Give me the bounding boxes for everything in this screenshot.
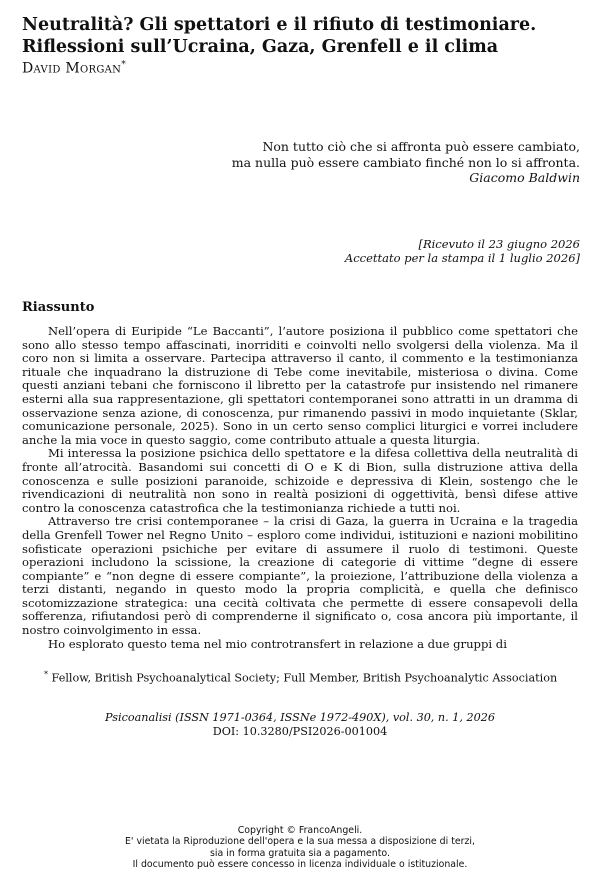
abstract-paragraph-1: Nell’opera di Euripide “Le Baccanti”, l’autore posiziona il pubblico come spettatori che sono allo stesso tempo affascinati, inorriditi e coinvolti nello svolgersi della violenza. Ma il coro non si limita a osservare. Partecipa attraverso il canto, il commento e la testimonianza rituale che inquadrano la distruzione di Tebe come inevitabile, misteriosa o divina. Come questi anziani tebani che forniscono il libretto per la catastrofe pur insistendo nel rimanere esterni alla sua rappresentazione, gli spettatori contemporanei sono attratti in un dramma di osservazione senza azione, di conoscenza, pur rimanendo passivi in modo inquietante (Sklar, comunicazione personale, 2025). Sono in un certo senso complici liturgici e vorrei includere anche la mia voce in questo saggio, come contributo attuale a questa liturgia.: [22, 324, 578, 447]
journal-doi: DOI: 10.3280/PSI2026-001004: [212, 724, 388, 738]
epigraph: [160, 139, 580, 186]
footnote-text: Fellow, British Psychoanalytical Society; Full Member, British Psychoanalytic Association: [48, 671, 558, 685]
journal-info: [0, 711, 600, 738]
title-line-1: Neutralità? Gli spettatori e il rifiuto di testimoniare.: [22, 15, 537, 35]
article-title: [22, 14, 582, 58]
accepted-date: Accettato per la stampa il 1 luglio 2026]: [344, 251, 580, 265]
copyright-line-1: Copyright © FrancoAngeli.: [237, 825, 363, 836]
submission-dates: [160, 237, 580, 265]
copyright-line-4: Il documento può essere concesso in licenza individuale o istituzionale.: [132, 859, 468, 871]
abstract-paragraph-4: Ho esplorato questo tema nel mio controtransfert in relazione a due gruppi di: [48, 636, 507, 651]
abstract-body: [22, 325, 578, 651]
epigraph-attribution: Giacomo Baldwin: [469, 170, 580, 185]
title-line-2: Riflessioni sull’Ucraina, Gaza, Grenfell e il clima: [22, 37, 499, 57]
journal-citation: Psicoanalisi (ISSN 1971-0364, ISSNe 1972-490X), vol. 30, n. 1, 2026: [105, 711, 495, 724]
copyright-line-2: E' vietata la Riproduzione dell'opera e la sua messa a disposizione di terzi,: [124, 836, 476, 848]
author-footnote-mark: *: [121, 60, 127, 70]
author-name: David Morgan: [22, 60, 122, 77]
abstract-paragraph-3: Attraverso tre crisi contemporanee – la crisi di Gaza, la guerra in Ucraina e la tragedia della Grenfell Tower nel Regno Unito – esploro come individui, istituzioni e nazioni mobilitino sofisticate operazioni psichiche per evitare di assumere il ruolo di testimoni. Queste operazioni includono la scissione, la creazione di categorie di vittime “degne di essere compiante” e “non degne di essere compiante”, la proiezione, l’attribuzione della violenza a terzi distanti, negando in questo modo la propria complicità, e quella che definisco scotomizzazione strategica: una cecità coltivata che permette di essere consapevoli della sofferenza, rifiutandosi però di comprenderne il significato o, cosa ancora più importante, il nostro coinvolgimento in essa.: [22, 514, 578, 638]
abstract-heading: Riassunto: [22, 300, 95, 315]
footnote: [22, 668, 578, 685]
abstract-paragraph-2: Mi interessa la posizione psichica dello spettatore e la difesa collettiva della neutralità di fronte all’atrocità. Basandomi sui concetti di O e K di Bion, sulla distruzione attiva della conoscenza e sulle posizioni paranoide, schizoide e depressiva di Klein, sostengo che le rivendicazioni di neutralità non sono in realtà posizioni di oggettività, bensì difese attive contro la conoscenza catastrofica che la testimonianza richiede a tutti noi.: [22, 446, 578, 515]
author-line: [22, 60, 126, 77]
footnote-mark: *: [44, 670, 48, 679]
copyright-notice: [0, 825, 600, 871]
copyright-line-3: sia in forma gratuita sia a pagamento.: [210, 847, 390, 859]
epigraph-line-1: Non tutto ciò che si affronta può essere cambiato,: [262, 139, 580, 154]
epigraph-line-2: ma nulla può essere cambiato finché non lo si affronta.: [231, 154, 580, 170]
received-date: [Ricevuto il 23 giugno 2026: [418, 237, 580, 251]
